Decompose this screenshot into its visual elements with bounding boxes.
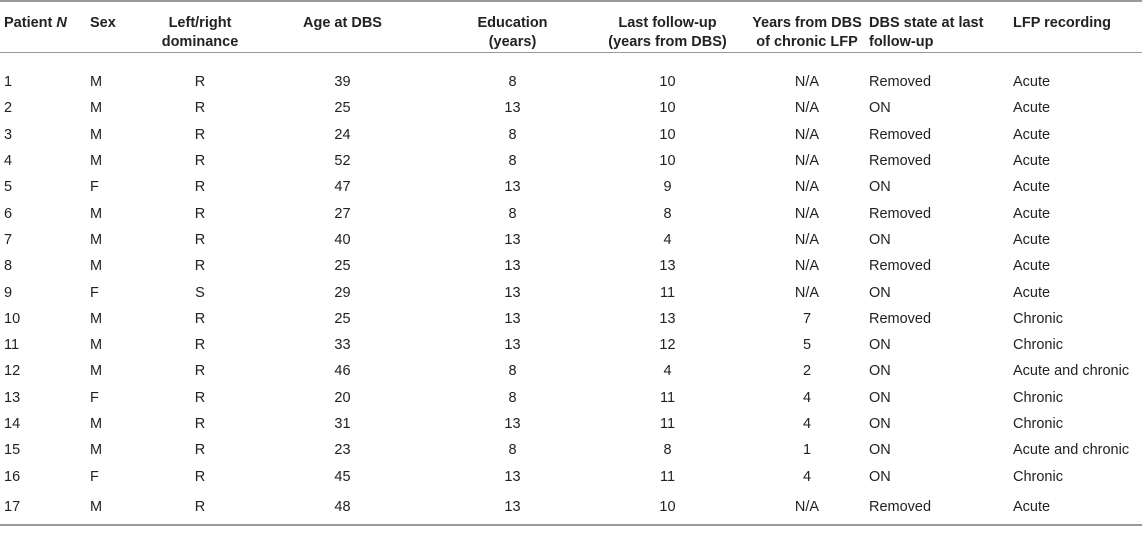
cell-dbs_state: ON [869, 100, 891, 117]
cell-education: 13 [504, 179, 521, 196]
cell-sex: M [90, 153, 103, 170]
header-patient-line: Patient N [4, 15, 67, 31]
header-dominance-line: dominance [161, 34, 239, 50]
header-followup [590, 1, 745, 53]
cell-dominance: R [194, 258, 206, 275]
cell-dominance: S [195, 284, 205, 301]
cell-age: 25 [334, 100, 351, 117]
cell-sex: M [90, 416, 103, 432]
header-years_lfp [745, 1, 869, 53]
cell-lfp: Acute [1013, 284, 1051, 301]
cell-dominance: R [194, 126, 206, 143]
cell-sex: M [90, 310, 103, 327]
cell-followup: 9 [663, 179, 672, 196]
cell-sex: M [90, 231, 103, 248]
cell-education: 8 [508, 442, 517, 459]
cell-patient: 14 [4, 416, 21, 432]
header-years_lfp-line: of chronic LFP [756, 34, 858, 50]
cell-years_lfp: N/A [794, 284, 820, 301]
cell-years_lfp: 4 [802, 416, 812, 432]
cell-education: 13 [504, 231, 521, 248]
cell-years_lfp: N/A [794, 126, 820, 143]
cell-patient: 10 [4, 310, 21, 327]
cell-lfp: Chronic [1013, 389, 1063, 406]
cell-sex: F [90, 179, 99, 196]
cell-education: 13 [504, 284, 521, 301]
cell-lfp: Chronic [1013, 468, 1063, 485]
cell-followup: 11 [659, 389, 676, 406]
cell-age: 29 [334, 284, 351, 301]
cell-age: 45 [334, 468, 351, 485]
cell-lfp: Acute [1013, 179, 1051, 196]
cell-lfp: Acute [1013, 74, 1051, 91]
cell-dbs_state: Removed [869, 153, 932, 170]
cell-dominance: R [150, 490, 250, 525]
cell-followup: 10 [659, 153, 676, 170]
cell-patient: 1 [4, 74, 13, 91]
cell-years_lfp: 4 [802, 468, 812, 485]
cell-dominance: R [194, 389, 206, 406]
cell-patient: 7 [4, 231, 13, 248]
cell-lfp: Acute [1013, 490, 1142, 525]
cell-patient: 4 [4, 153, 13, 170]
cell-years_lfp: 4 [802, 389, 812, 406]
cell-education: 13 [504, 468, 521, 485]
cell-years_lfp: N/A [794, 258, 820, 275]
cell-age: 47 [334, 179, 351, 196]
table-row [0, 385, 1142, 411]
cell-dbs_state: Removed [869, 74, 932, 91]
table-row [0, 490, 1142, 525]
table-row [0, 69, 1142, 95]
cell-patient: 6 [4, 205, 13, 222]
table-row [0, 148, 1142, 174]
cell-patient: 17 [0, 490, 90, 525]
cell-age: 27 [334, 205, 351, 222]
table-row [0, 358, 1142, 384]
cell-lfp: Acute [1013, 205, 1051, 222]
cell-followup: 10 [659, 126, 676, 143]
cell-education: 8 [508, 74, 517, 91]
header-row [0, 1, 1142, 53]
cell-sex: F [90, 389, 99, 406]
cell-dbs_state: ON [869, 231, 891, 248]
table-row [0, 95, 1142, 121]
table-row [0, 122, 1142, 148]
cell-age: 23 [334, 442, 351, 459]
cell-patient: 15 [4, 442, 21, 459]
header-dominance-line: Left/right [168, 15, 232, 31]
cell-education: 13 [504, 337, 521, 354]
table-row [0, 411, 1142, 437]
header-dbs_state-line: follow-up [869, 34, 934, 50]
cell-followup: 11 [659, 468, 676, 485]
cell-sex: M [90, 442, 103, 459]
cell-followup: 4 [663, 363, 672, 380]
cell-patient: 12 [4, 363, 21, 380]
cell-followup: 13 [659, 310, 676, 327]
cell-education: 13 [435, 490, 590, 525]
cell-age: 20 [334, 389, 351, 406]
cell-years_lfp: 7 [802, 310, 812, 327]
cell-age: 48 [250, 490, 435, 525]
cell-years_lfp: 5 [802, 337, 812, 354]
cell-patient: 11 [4, 337, 20, 354]
table-row [0, 227, 1142, 253]
cell-followup: 4 [663, 231, 672, 248]
cell-dbs_state: ON [869, 363, 891, 380]
cell-patient: 5 [4, 179, 13, 196]
cell-dominance: R [194, 337, 206, 354]
cell-years_lfp: N/A [794, 179, 820, 196]
cell-patient: 3 [4, 126, 13, 143]
cell-age: 24 [334, 126, 351, 143]
cell-age: 25 [334, 258, 351, 275]
cell-education: 13 [504, 100, 521, 117]
cell-sex: M [90, 126, 103, 143]
cell-lfp: Acute and chronic [1013, 363, 1130, 380]
cell-years_lfp: N/A [794, 205, 820, 222]
cell-followup: 10 [659, 74, 676, 91]
header-lfp [1013, 1, 1142, 53]
cell-lfp: Acute [1013, 100, 1051, 117]
cell-dominance: R [194, 231, 206, 248]
cell-dbs_state: ON [869, 442, 891, 459]
cell-sex: M [90, 100, 103, 117]
cell-followup: 8 [663, 205, 672, 222]
cell-years_lfp: 2 [802, 363, 812, 380]
header-dominance [150, 1, 250, 53]
table-body [0, 53, 1142, 525]
header-age [250, 1, 435, 53]
cell-sex: M [90, 337, 103, 354]
header-dbs_state [869, 1, 1013, 53]
cell-lfp: Chronic [1013, 337, 1063, 354]
cell-lfp: Acute [1013, 231, 1051, 248]
cell-sex: M [90, 490, 150, 525]
cell-years_lfp: N/A [794, 153, 820, 170]
cell-dbs_state: Removed [869, 205, 932, 222]
cell-years_lfp: N/A [745, 490, 869, 525]
cell-dominance: R [194, 468, 206, 485]
header-patient-n-symbol: N [56, 15, 67, 31]
cell-dominance: R [194, 74, 206, 91]
cell-education: 8 [508, 153, 517, 170]
cell-age: 52 [334, 153, 351, 170]
header-patient [0, 1, 90, 53]
cell-sex: F [90, 284, 99, 301]
cell-sex: M [90, 363, 103, 380]
table-row [0, 437, 1142, 463]
cell-patient: 2 [4, 100, 13, 117]
cell-followup: 13 [659, 258, 676, 275]
header-sex-line: Sex [90, 15, 116, 31]
cell-lfp: Acute [1013, 258, 1051, 275]
cell-dominance: R [194, 310, 206, 327]
cell-education: 13 [504, 310, 521, 327]
cell-sex: M [90, 74, 103, 91]
cell-dbs_state: Removed [869, 310, 932, 327]
cell-education: 8 [508, 126, 517, 143]
cell-lfp: Acute and chronic [1013, 442, 1130, 459]
cell-dbs_state: ON [869, 468, 891, 485]
header-dbs_state-line: DBS state at last [869, 15, 984, 31]
table-row [0, 463, 1142, 489]
table-header [0, 1, 1142, 53]
cell-age: 39 [334, 74, 351, 91]
cell-dbs_state: ON [869, 179, 891, 196]
cell-age: 25 [334, 310, 351, 327]
table-row [0, 174, 1142, 200]
cell-age: 46 [334, 363, 351, 380]
cell-years_lfp: N/A [794, 231, 820, 248]
header-followup-line: Last follow-up [618, 15, 717, 31]
header-sex [90, 1, 150, 53]
cell-education: 13 [504, 416, 521, 432]
cell-dominance: R [194, 205, 206, 222]
cell-lfp: Acute [1013, 153, 1051, 170]
cell-age: 40 [334, 231, 351, 248]
cell-dbs_state: ON [869, 389, 891, 406]
cell-followup: 11 [659, 284, 676, 301]
header-years_lfp-line: Years from DBS [752, 15, 862, 31]
cell-dominance: R [194, 100, 206, 117]
header-education-line: (years) [488, 34, 537, 50]
cell-followup: 8 [663, 442, 672, 459]
cell-lfp: Chronic [1013, 310, 1063, 327]
cell-patient: 16 [4, 468, 21, 485]
cell-patient: 8 [4, 258, 13, 275]
cell-dbs_state: ON [869, 416, 891, 432]
cell-education: 8 [508, 389, 517, 406]
table-row [0, 253, 1142, 279]
cell-education: 13 [504, 258, 521, 275]
table-row [0, 200, 1142, 226]
cell-sex: M [90, 205, 103, 222]
table-row [0, 332, 1142, 358]
cell-dbs_state: Removed [869, 490, 1013, 525]
header-education-line: Education [477, 15, 548, 31]
table-row [0, 306, 1142, 332]
cell-sex: F [90, 468, 99, 485]
cell-dominance: R [194, 416, 206, 432]
cell-followup: 10 [590, 490, 745, 525]
cell-years_lfp: N/A [794, 100, 820, 117]
cell-dbs_state: ON [869, 337, 891, 354]
cell-dominance: R [194, 442, 206, 459]
cell-dominance: R [194, 179, 206, 196]
header-education [435, 1, 590, 53]
cell-dominance: R [194, 363, 206, 380]
cell-dbs_state: Removed [869, 126, 932, 143]
cell-age: 31 [334, 416, 351, 432]
cell-age: 33 [334, 337, 351, 354]
cell-dbs_state: Removed [869, 258, 932, 275]
table-row [0, 279, 1142, 305]
cell-followup: 12 [659, 337, 676, 354]
cell-dominance: R [194, 153, 206, 170]
cell-followup: 10 [659, 100, 676, 117]
cell-years_lfp: N/A [794, 74, 820, 91]
header-followup-line: (years from DBS) [608, 34, 727, 50]
cell-sex: M [90, 258, 103, 275]
spacer-row [0, 53, 1142, 70]
cell-lfp: Acute [1013, 126, 1051, 143]
header-lfp-line: LFP recording [1013, 15, 1112, 31]
cell-dbs_state: ON [869, 284, 891, 301]
cell-education: 8 [508, 363, 517, 380]
cell-patient: 13 [4, 389, 21, 406]
cell-followup: 11 [659, 416, 676, 432]
header-age-line: Age at DBS [303, 15, 382, 31]
cell-patient: 9 [4, 284, 13, 301]
cell-education: 8 [508, 205, 517, 222]
cell-lfp: Chronic [1013, 416, 1063, 432]
cell-years_lfp: 1 [802, 442, 812, 459]
